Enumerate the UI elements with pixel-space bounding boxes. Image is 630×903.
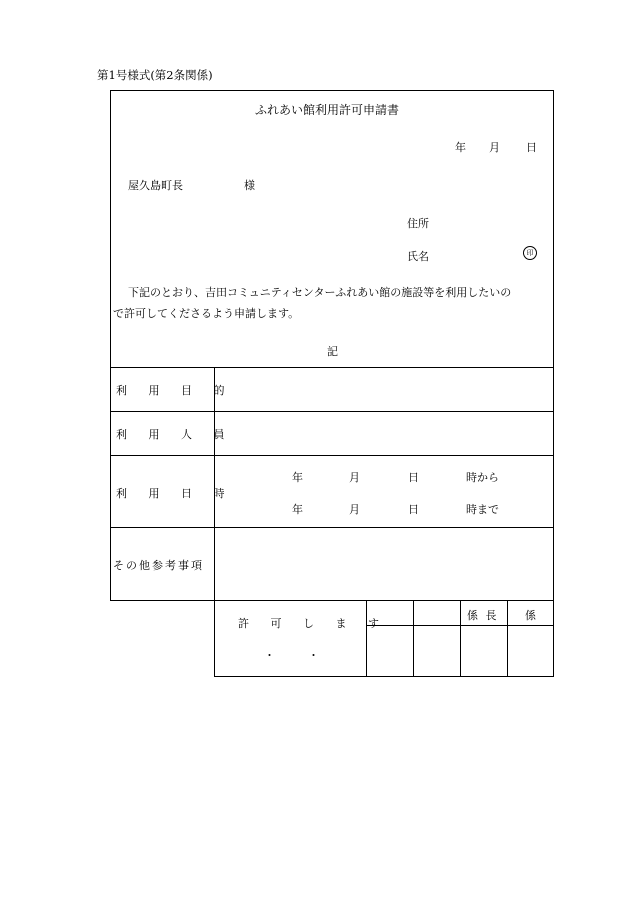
approval-right-border bbox=[553, 601, 554, 676]
form-title: ふれあい館利用許可申請書 bbox=[255, 103, 400, 117]
date-year: 年 bbox=[455, 141, 466, 154]
from-year: 年 bbox=[292, 471, 303, 484]
body-text-line2: で許可してくださるよう申請します。 bbox=[113, 307, 300, 320]
from-month: 月 bbox=[349, 471, 360, 484]
body-text-line1: 下記のとおり、吉田コミュニティセンターふれあい館の施設等を利用したいの bbox=[128, 286, 512, 299]
to-day: 日 bbox=[408, 503, 419, 516]
ki-label: 記 bbox=[327, 345, 338, 358]
row-label-datetime: 利 用 日 時 bbox=[116, 487, 234, 500]
date-day: 日 bbox=[526, 141, 537, 154]
stamp-column-divider bbox=[507, 601, 508, 676]
addressee-honorific: 様 bbox=[244, 179, 255, 192]
stamp-header-kakaricho: 係 長 bbox=[467, 609, 499, 622]
addressee-name: 屋久島町長 bbox=[128, 179, 183, 192]
application-box bbox=[110, 90, 554, 368]
row-label-purpose: 利 用 目 的 bbox=[116, 384, 234, 397]
seal-mark bbox=[523, 246, 537, 260]
stamp-column-divider bbox=[413, 601, 414, 676]
row-divider bbox=[110, 455, 554, 456]
row-label-people: 利 用 人 員 bbox=[116, 428, 234, 441]
row-divider bbox=[110, 527, 554, 528]
row-divider bbox=[110, 411, 554, 412]
stamp-column-divider bbox=[366, 601, 367, 676]
to-year: 年 bbox=[292, 503, 303, 516]
name-label: 氏名 bbox=[407, 250, 429, 263]
approval-label: 許 可 し ま す bbox=[238, 617, 388, 630]
row-label-notes: その他参考事項 bbox=[113, 559, 204, 572]
form-number: 第1号様式(第2条関係) bbox=[97, 68, 213, 82]
approval-date-dots: ・ ・ bbox=[264, 649, 319, 662]
stamp-header-divider bbox=[366, 625, 554, 626]
to-suffix: 時まで bbox=[466, 503, 499, 516]
approval-bottom-border bbox=[214, 676, 554, 677]
stamp-header-kakari: 係 bbox=[525, 609, 536, 622]
seal-char: 印 bbox=[526, 249, 534, 257]
from-suffix: 時から bbox=[466, 471, 499, 484]
from-day: 日 bbox=[408, 471, 419, 484]
label-column-divider bbox=[214, 367, 215, 601]
address-label: 住所 bbox=[407, 217, 429, 230]
to-month: 月 bbox=[349, 503, 360, 516]
approval-left-border bbox=[214, 601, 215, 676]
date-month: 月 bbox=[489, 141, 500, 154]
stamp-column-divider bbox=[460, 601, 461, 676]
